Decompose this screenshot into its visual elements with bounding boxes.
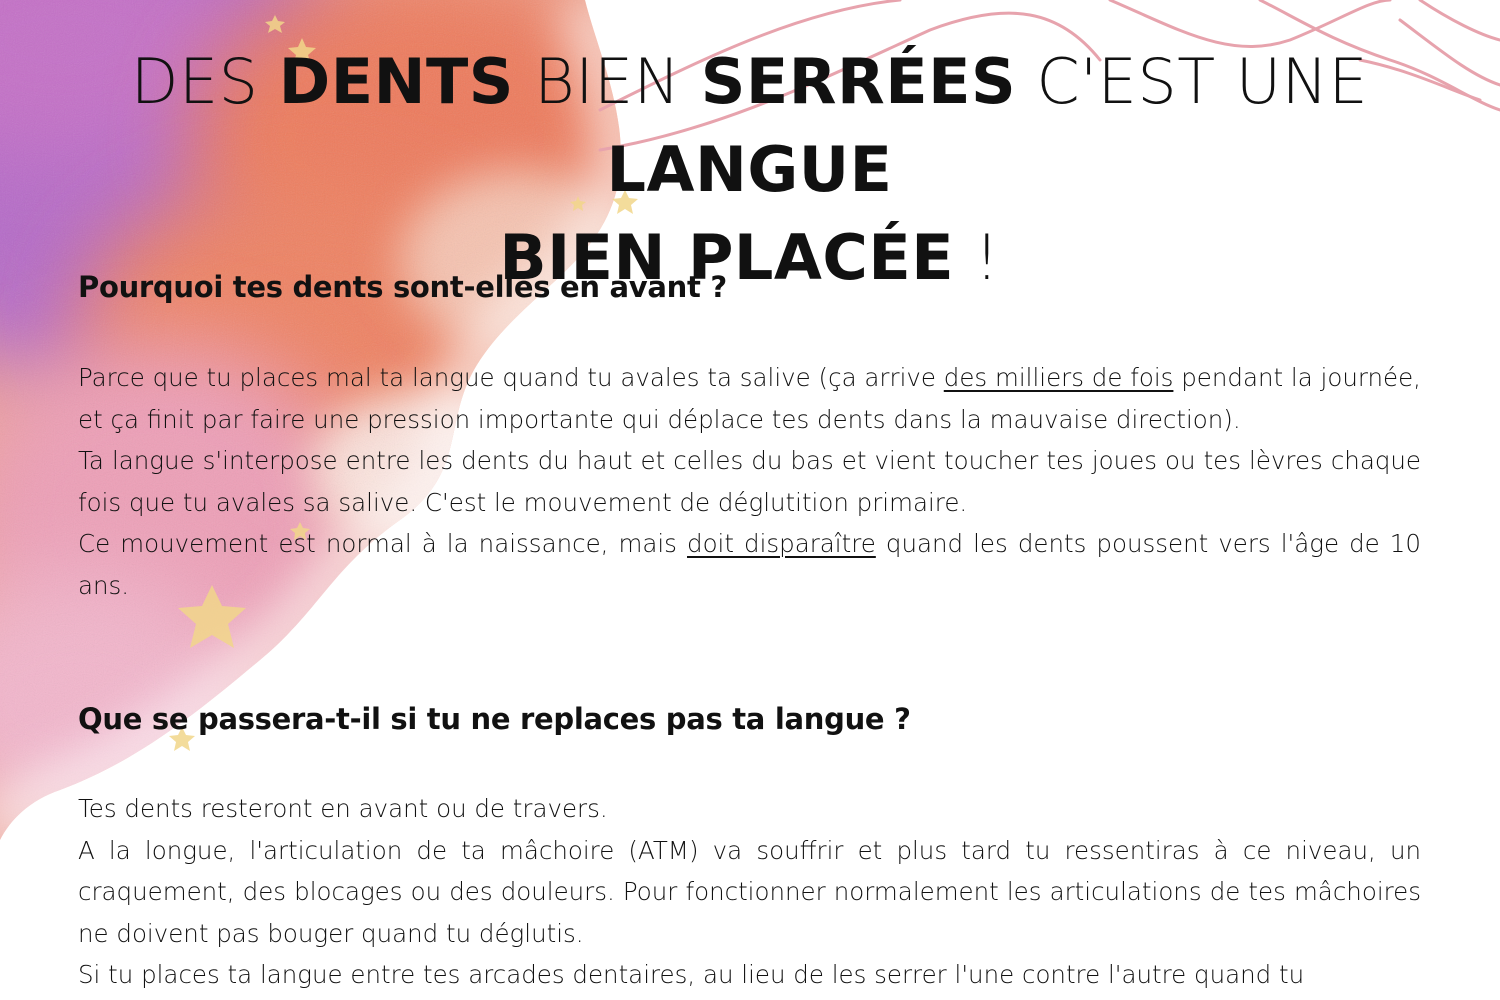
title-segment: DES bbox=[130, 45, 279, 118]
paragraph: A la longue, l'articulation de ta mâchoire (ATM) va souffrir et plus tard tu ressentiras à ce niveau, un craquement, des blocages ou des douleurs. Pour fonctionner normalement les articulations de tes mâchoires ne doivent pas bouger quand tu déglutis. bbox=[78, 835, 1421, 948]
paragraph bbox=[78, 357, 1421, 440]
title-segment: BIEN bbox=[513, 45, 701, 118]
title-line-1 bbox=[131, 45, 1368, 206]
title-segment-bold: BIEN PLACÉE bbox=[499, 221, 955, 294]
section-body-why bbox=[78, 357, 1421, 607]
underlined-text: doit disparaître bbox=[687, 529, 876, 559]
title-segment-bold: SERRÉES bbox=[700, 45, 1017, 118]
title-segment: ! bbox=[954, 221, 1000, 294]
section-heading-why: Pourquoi tes dents sont-elles en avant ? bbox=[78, 270, 727, 304]
paragraph-text: Ce mouvement est normal à la naissance, mais bbox=[78, 529, 688, 559]
section-heading-consequences: Que se passera-t-il si tu ne replaces pas ta langue ? bbox=[78, 702, 911, 736]
section-body-consequences bbox=[78, 788, 1421, 996]
paragraph: Tes dents resteront en avant ou de travers. bbox=[78, 794, 608, 823]
paragraph bbox=[78, 523, 1421, 606]
title-segment-bold: DENTS bbox=[278, 45, 514, 118]
paragraph: Ta langue s'interpose entre les dents du haut et celles du bas et vient toucher tes joues ou tes lèvres chaque fois que tu avales sa salive. C'est le mouvement de déglutition primaire. bbox=[78, 446, 1421, 517]
title-segment: C'EST UNE bbox=[1016, 45, 1369, 118]
page-title bbox=[78, 38, 1421, 302]
paragraph-text: Parce que tu places mal ta langue quand tu avales ta salive (ça arrive bbox=[78, 363, 944, 392]
title-segment-bold: LANGUE bbox=[606, 133, 893, 206]
document-content bbox=[78, 0, 1421, 990]
paragraph: Si tu places ta langue entre tes arcades dentaires, au lieu de les serrer l'une contre l'autre quand tu bbox=[78, 960, 1305, 990]
paragraph-text: quand les dents poussent vers l'âge de 10 ans. bbox=[78, 529, 1421, 600]
underlined-text: des milliers de fois bbox=[943, 363, 1174, 392]
paragraph-text: pendant la journée, et ça finit par faire une pression importante qui déplace tes dents dans la mauvaise direction). bbox=[78, 363, 1421, 434]
